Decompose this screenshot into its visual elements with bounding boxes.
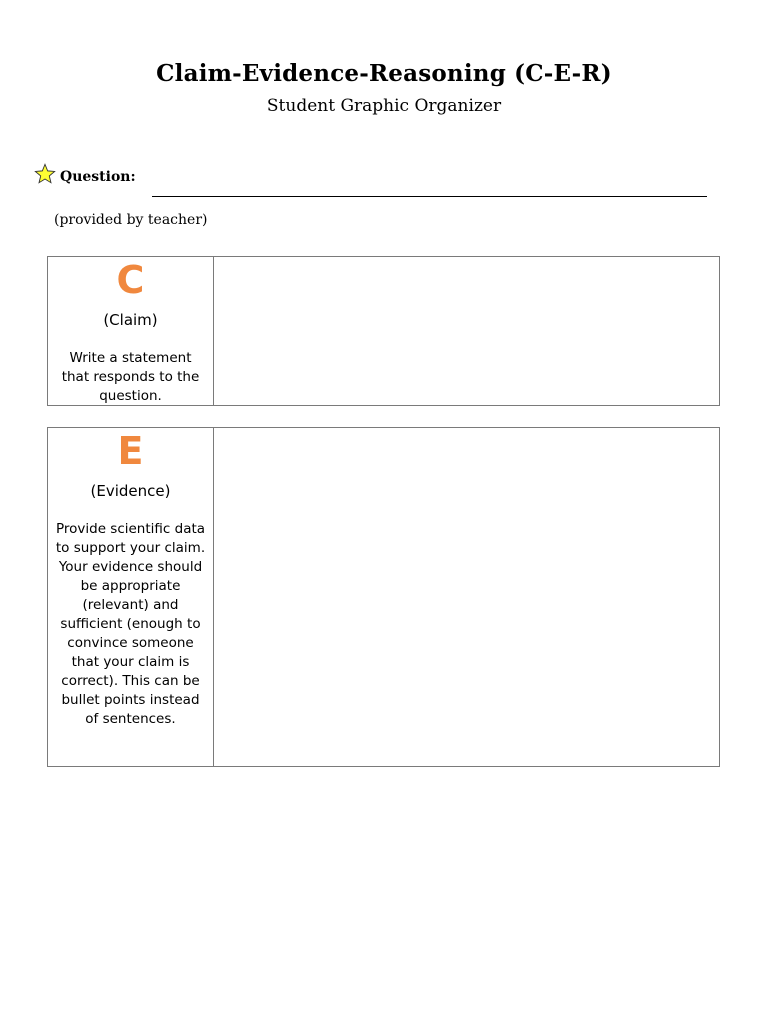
question-hint: (provided by teacher) [54, 212, 208, 228]
claim-description: Write a statement that responds to the question. [61, 350, 200, 404]
evidence-description: Provide scientific data to support your claim. Your evidence should be appropriate (relevant) and sufficient (enough to convince someone that your claim is correct). This can be bullet points instead of sentences. [55, 521, 206, 727]
evidence-box [47, 427, 720, 767]
page-subtitle: Student Graphic Organizer [266, 96, 502, 116]
evidence-answer-area[interactable] [214, 428, 719, 766]
star-icon [34, 163, 56, 185]
claim-label-cell [48, 257, 214, 405]
claim-answer-area[interactable] [214, 257, 719, 405]
page-title: Claim-Evidence-Reasoning (C-E-R) [156, 60, 612, 87]
evidence-heading: (Evidence) [90, 482, 171, 500]
question-label: Question: [60, 169, 136, 185]
claim-heading: (Claim) [103, 311, 158, 329]
evidence-label-cell [48, 428, 214, 766]
evidence-letter: E [117, 429, 144, 473]
claim-letter: C [116, 258, 145, 302]
claim-box [47, 256, 720, 406]
question-answer-line[interactable] [152, 196, 707, 197]
